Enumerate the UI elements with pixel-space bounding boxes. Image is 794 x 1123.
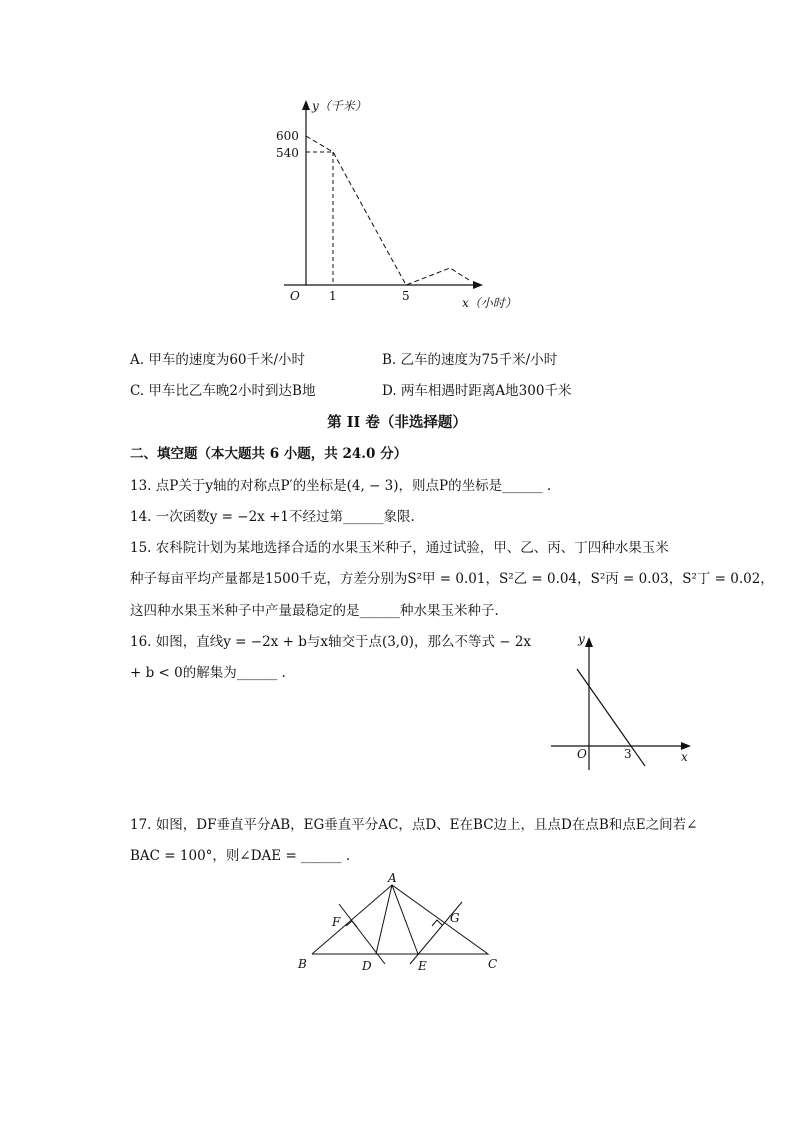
x-axis-arrow	[681, 742, 691, 750]
x-axis-arrow	[473, 281, 483, 289]
tick-3: 3	[624, 747, 632, 761]
right-angle-g	[432, 920, 442, 926]
question-14: 14. 一次函数y = −2x +1不经过第______象限.	[130, 509, 415, 525]
question-15-line3: 这四种水果玉米种子中产量最稳定的是______种水果玉米种子.	[130, 603, 499, 619]
label-b: B	[298, 957, 307, 971]
tick-600: 600	[276, 129, 299, 143]
question-17-line1: 17. 如图，DF垂直平分AB，EG垂直平分AC，点D、E在BC边上，且点D在点B和点E之间若∠	[130, 817, 698, 833]
option-d: D. 两车相遇时距离A地300千米	[382, 383, 572, 399]
question-16-line1: 16. 如图，直线y = −2x + b与x轴交于点(3,0)，那么不等式 − 2x	[130, 634, 532, 650]
label-c: C	[488, 957, 498, 971]
triangle-figure	[290, 868, 510, 978]
label-g: G	[450, 911, 460, 925]
tick-540: 540	[276, 146, 299, 160]
y-axis-arrow	[302, 100, 310, 110]
option-c: C. 甲车比乙车晚2小时到达B地	[130, 383, 316, 399]
origin-label: O	[577, 747, 587, 761]
option-a: A. 甲车的速度为60千米/小时	[130, 352, 306, 368]
y-axis-arrow	[585, 637, 593, 647]
x-axis-label: x（小时）	[462, 296, 517, 310]
y-axis-label: y（千米）	[312, 99, 367, 113]
bisector-df	[339, 904, 385, 964]
option-b: B. 乙车的速度为75千米/小时	[382, 352, 558, 368]
label-e: E	[418, 959, 427, 973]
question-13: 13. 点P关于y轴的对称点P′的坐标是(4, − 3)，则点P的坐标是______ .	[130, 478, 552, 494]
label-d: D	[362, 959, 372, 973]
linear-function-graph	[545, 625, 705, 775]
label-f: F	[332, 915, 341, 929]
question-17-line2: BAC = 100°，则∠DAE = ______ .	[130, 848, 351, 864]
y-axis-label: y	[578, 632, 585, 646]
journey-line	[306, 136, 469, 285]
tick-1: 1	[329, 289, 337, 303]
x-axis-label: x	[681, 750, 688, 764]
question-16-line2: + b < 0的解集为______ .	[130, 665, 286, 681]
question-15-line2: 种子每亩平均产量都是1500千克，方差分别为S²甲 = 0.01，S²乙 = 0.04，S²丙 = 0.03，S²丁 = 0.02，	[130, 571, 774, 587]
tick-5: 5	[402, 289, 410, 303]
distance-time-graph	[270, 90, 540, 320]
label-a: A	[388, 871, 397, 885]
origin-label: O	[290, 289, 300, 303]
line-y-eq-neg2x-plus-b	[577, 669, 645, 766]
section-title: 第 II 卷（非选择题）	[327, 414, 467, 431]
part2-heading: 二、填空题（本大题共 6 小题，共 24.0 分）	[130, 446, 408, 462]
segment-ad	[376, 885, 392, 954]
question-15-line1: 15. 农科院计划为某地选择合适的水果玉米种子，通过试验，甲、乙、丙、丁四种水果玉米	[130, 540, 669, 556]
segment-ae	[392, 885, 418, 954]
